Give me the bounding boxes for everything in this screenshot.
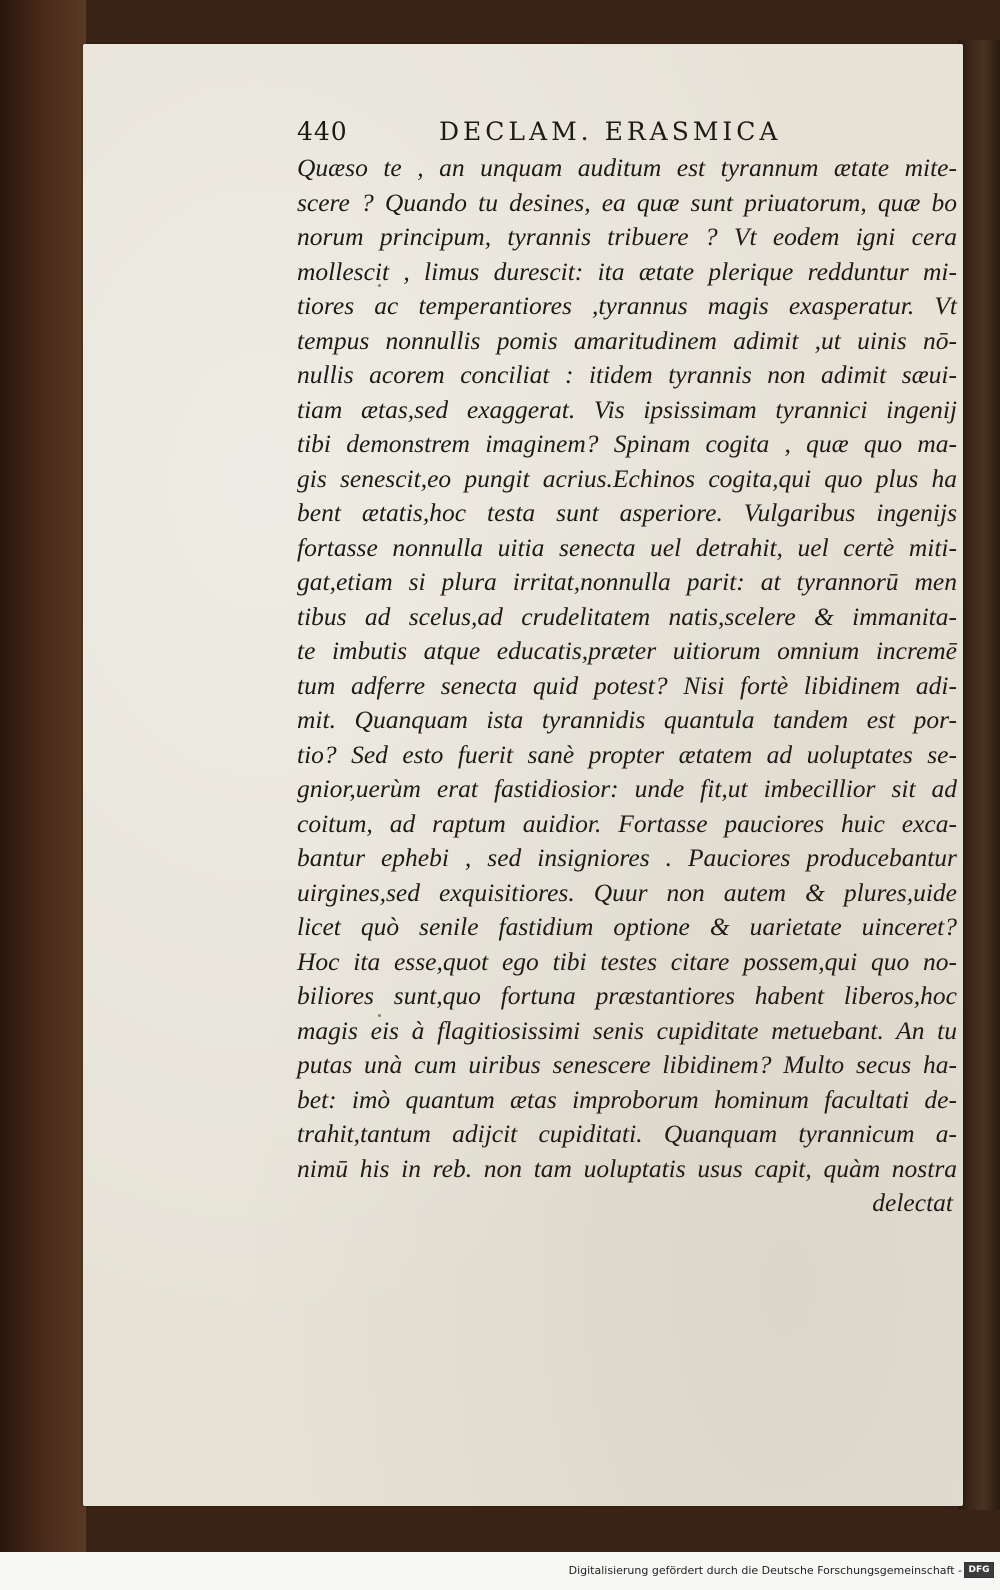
binding-gutter	[0, 0, 86, 1552]
text-line: tibus ad scelus,ad crudelitatem natis,scelere & immanita-	[297, 601, 957, 631]
body-text	[297, 151, 957, 1186]
text-block	[297, 117, 957, 1221]
text-line: trahit,tantum adijcit cupiditati. Quanquam tyrannicum a-	[297, 1119, 957, 1148]
dfg-logo: DFG	[964, 1562, 994, 1578]
text-line: magis eis à flagitiosissimi senis cupiditate metuebant. An tu	[297, 1015, 957, 1045]
book-page	[83, 44, 963, 1506]
text-line: bent ætatis,hoc testa sunt asperiore. Vulgaribus ingenijs	[297, 498, 957, 527]
running-title: DECLAM. ERASMICA	[439, 117, 782, 146]
text-line: gat,etiam si plura irritat,nonnulla parit: at tyrannorū men	[297, 567, 957, 596]
text-line: licet quò senile fastidium optione & uarietate uinceret?	[297, 912, 957, 941]
text-line: fortasse nonnulla uitia senecta uel detrahit, uel certè miti-	[297, 532, 957, 562]
text-line: tempus nonnullis pomis amaritudinem adimit ,ut uinis nō-	[297, 325, 957, 355]
footer-bar	[0, 1552, 1000, 1590]
text-line: biliores sunt,quo fortuna præstantiores habent liberos,hoc	[297, 981, 957, 1010]
text-line: nimū his in reb. non tam uoluptatis usus capit, quàm nostra	[297, 1153, 957, 1183]
catchword: delectat	[872, 1188, 953, 1217]
funding-credit: Digitalisierung gefördert durch die Deutsche Forschungsgemeinschaft -	[568, 1564, 962, 1577]
page-number: 440	[297, 117, 348, 146]
text-line: coitum, ad raptum auidior. Fortasse pauciores huic exca-	[297, 808, 957, 838]
text-line: gnior,uerùm erat fastidiosior: unde fit,ut imbecillior sit ad	[297, 774, 957, 803]
running-head	[297, 117, 957, 147]
text-line: norum principum, tyrannis tribuere ? Vt eodem igni cera	[297, 222, 957, 251]
text-line: mollescit , limus durescit: ita ætate plerique redduntur mi-	[297, 256, 957, 286]
text-line: tiam ætas,sed exaggerat. Vis ipsissimam tyrannici ingenij	[297, 394, 957, 424]
page-edge	[958, 40, 1000, 1510]
text-line: bet: imò quantum ætas improborum hominum facultati de-	[297, 1084, 957, 1114]
text-line: putas unà cum uiribus senescere libidinem? Multo secus ha-	[297, 1050, 957, 1079]
text-line: gis senescit,eo pungit acrius.Echinos cogita,qui quo plus ha	[297, 463, 957, 493]
text-line: Hoc ita esse,quot ego tibi testes citare possem,qui quo no-	[297, 946, 957, 976]
text-line: Quæso te , an unquam auditum est tyrannum ætate mite-	[297, 153, 957, 182]
text-line: tiores ac temperantiores ,tyrannus magis exasperatur. Vt	[297, 291, 957, 320]
text-line: nullis acorem conciliat : itidem tyrannis non adimit sæui-	[297, 360, 957, 389]
text-line: tibi demonstrem imaginem? Spinam cogita , quæ quo ma-	[297, 429, 957, 458]
text-line: uirgines,sed exquisitiores. Quur non autem & plures,uide	[297, 877, 957, 907]
text-line: scere ? Quando tu desines, ea quæ sunt priuatorum, quæ bo	[297, 187, 957, 217]
text-line: te imbutis atque educatis,præter uitiorum omnium incremē	[297, 636, 957, 665]
text-line: bantur ephebi , sed insigniores . Pauciores producebantur	[297, 843, 957, 872]
text-line: tio? Sed esto fuerit sanè propter ætatem ad uoluptates se-	[297, 739, 957, 769]
text-line: tum adferre senecta quid potest? Nisi fortè libidinem adi-	[297, 670, 957, 700]
text-line: mit. Quanquam ista tyrannidis quantula tandem est por-	[297, 705, 957, 734]
